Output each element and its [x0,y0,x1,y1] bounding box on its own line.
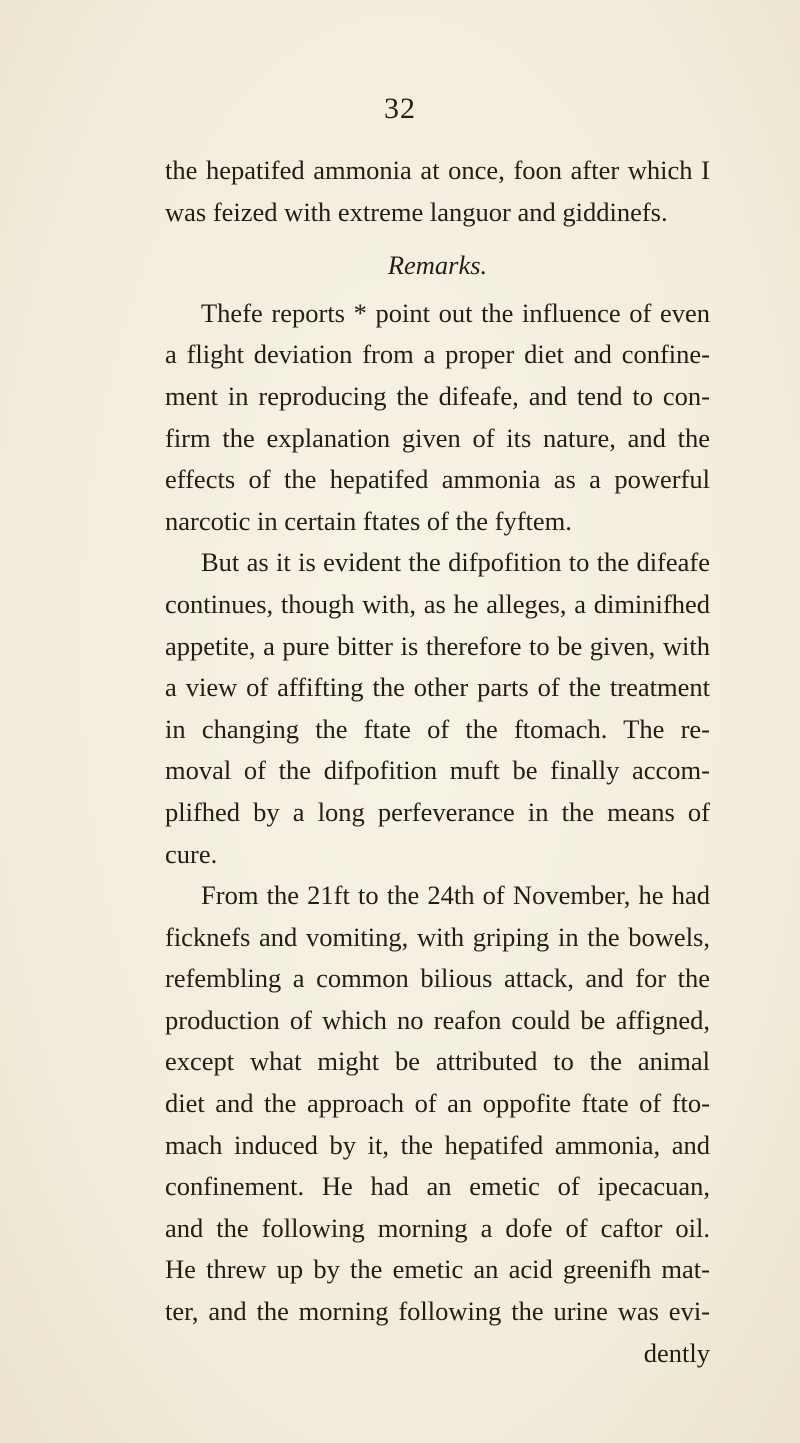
text-line: From the 21ft to the 24th of November, he had [201,880,710,911]
text-line: was feized with extreme languor and giddinefs. [165,196,668,227]
text-line: refembling a common bilious attack, and for the [165,963,710,994]
text-line: and the following morning a dofe of caftor oil. [165,1212,710,1243]
catchword: dently [643,1337,710,1368]
section-heading: Remarks. [387,250,488,281]
text-line: confinement. He had an emetic of ipecacuan, [165,1171,710,1202]
text-line: diet and the approach of an oppofite ftate of fto- [165,1088,710,1119]
text-line: plifhed by a long perfeverance in the means of [165,796,710,827]
body-text [165,150,710,1374]
text-line: Thefe reports * point out the influence of even [201,297,710,328]
text-line: ment in reproducing the difeafe, and tend to con- [165,380,710,411]
text-line: the hepatifed ammonia at once, foon after which I [165,155,710,185]
text-line: mach induced by it, the hepatifed ammonia, and [165,1129,710,1160]
text-line: But as it is evident the difpofition to the difeafe [201,547,710,578]
text-line: narcotic in certain ftates of the fyftem. [165,505,572,536]
text-line: continues, though with, as he alleges, a diminifhed [165,588,710,619]
text-line: ter, and the morning following the urine was evi- [165,1296,710,1327]
text-line: except what might be attributed to the animal [165,1046,710,1077]
page-number: 32 [384,92,416,125]
text-line: a flight deviation from a proper diet and confine- [165,339,710,370]
text-line: cure. [165,838,218,869]
text-line: appetite, a pure bitter is therefore to be given, with [165,630,710,661]
text-line: effects of the hepatifed ammonia as a powerful [165,464,710,495]
text-line: moval of the difpofition muft be finally accom- [165,755,710,786]
text-line: He threw up by the emetic an acid greenifh mat- [165,1254,710,1285]
text-line: in changing the ftate of the ftomach. The re- [165,713,710,744]
text-line: production of which no reafon could be affigned, [165,1004,710,1035]
text-line: a view of affifting the other parts of the treatment [165,672,710,703]
text-line: ficknefs and vomiting, with griping in the bowels, [165,921,710,952]
text-line: firm the explanation given of its nature, and the [165,422,710,453]
